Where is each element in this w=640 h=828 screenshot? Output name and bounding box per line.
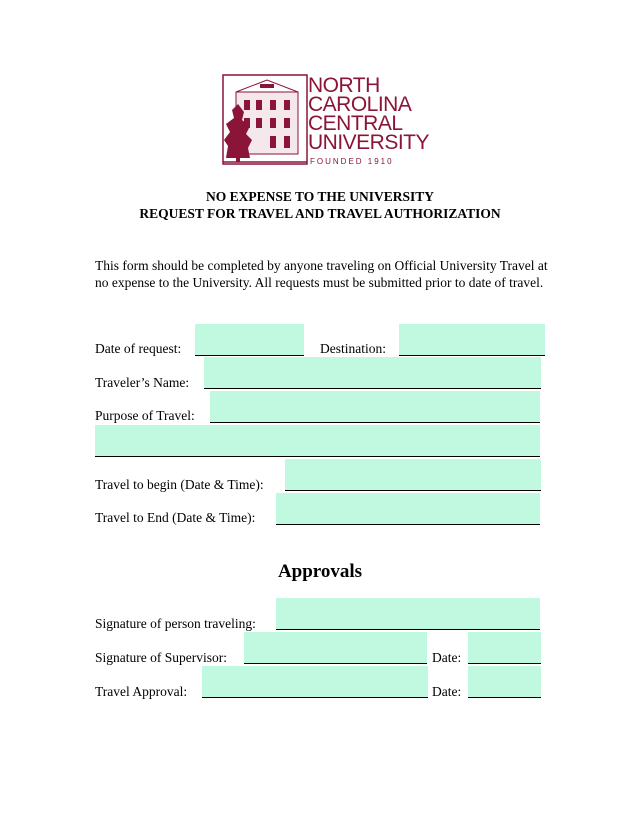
logo-founded: FOUNDED 1910: [310, 157, 394, 166]
form-title-line2: REQUEST FOR TRAVEL AND TRAVEL AUTHORIZATION: [139, 206, 501, 221]
approvals-heading: Approvals: [277, 561, 363, 582]
travel-end-field[interactable]: [276, 493, 540, 525]
intro-paragraph: This form should be completed by anyone traveling on Official University Travel at no expense to the University. All requests must be submitted prior to date of travel.: [95, 258, 548, 290]
sig-supervisor-label: Signature of Supervisor:: [95, 650, 227, 665]
purpose-of-travel-label: Purpose of Travel:: [95, 408, 195, 423]
travel-begin-label: Travel to begin (Date & Time):: [95, 477, 264, 492]
supervisor-date-field[interactable]: [468, 632, 541, 664]
travel-begin-field[interactable]: [285, 459, 541, 491]
form-title-line1: NO EXPENSE TO THE UNIVERSITY: [205, 189, 435, 204]
supervisor-date-label: Date:: [432, 650, 462, 665]
purpose-of-travel-field[interactable]: [210, 391, 540, 423]
travel-approval-field[interactable]: [202, 666, 428, 698]
logo-line-carolina: CAROLINA: [308, 93, 412, 116]
logo-line-central: CENTRAL: [308, 112, 403, 135]
travelers-name-field[interactable]: [204, 357, 541, 389]
travel-end-label: Travel to End (Date & Time):: [95, 510, 256, 525]
destination-label: Destination:: [320, 341, 386, 356]
travel-approval-label: Travel Approval:: [95, 684, 188, 699]
sig-traveler-label: Signature of person traveling:: [95, 616, 256, 631]
destination-field[interactable]: [399, 324, 545, 356]
logo-line-north: NORTH: [308, 74, 380, 97]
approval-date-label: Date:: [432, 684, 462, 699]
travelers-name-label: Traveler’s Name:: [95, 375, 190, 390]
purpose-of-travel-field-line2[interactable]: [95, 425, 540, 457]
approval-date-field[interactable]: [468, 666, 541, 698]
university-logo-wordmark: [308, 76, 429, 166]
date-of-request-label: Date of request:: [95, 341, 182, 356]
logo-line-university: UNIVERSITY: [308, 131, 430, 154]
sig-supervisor-field[interactable]: [244, 632, 427, 664]
sig-traveler-field[interactable]: [276, 598, 540, 630]
date-of-request-field[interactable]: [195, 324, 304, 356]
